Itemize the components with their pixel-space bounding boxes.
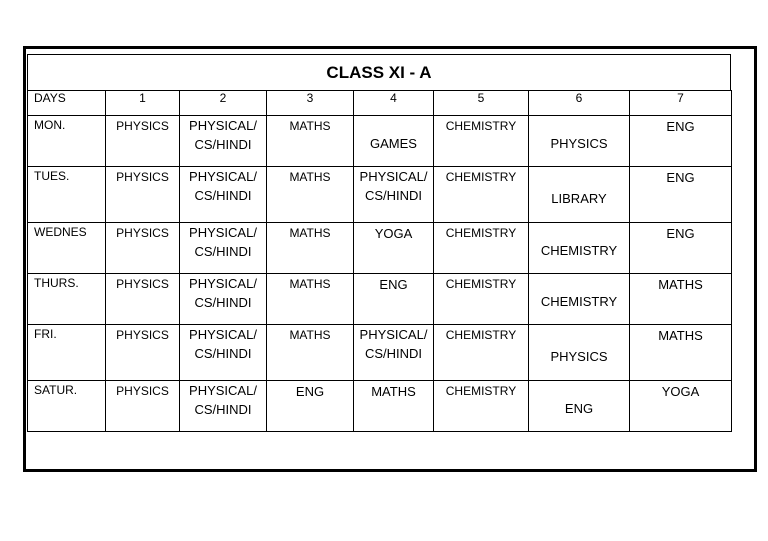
subject-text: PHYSICAL/ CS/HINDI (189, 276, 257, 310)
subject-cell (529, 167, 630, 223)
subject-cell (267, 274, 354, 325)
day-label (28, 381, 106, 432)
subject-cell (267, 116, 354, 167)
header-period-4: 4 (354, 91, 434, 116)
subject-text: PHYSICAL/ CS/HINDI (189, 169, 257, 203)
day-label-text: THURS. (34, 276, 79, 290)
subject-text: PHYSICAL/ CS/HINDI (189, 225, 257, 259)
subject-text: LIBRARY (551, 191, 607, 206)
subject-text: PHYSICAL/ CS/HINDI (189, 118, 257, 152)
timetable (27, 90, 732, 432)
subject-cell (529, 325, 630, 381)
subject-cell (354, 381, 434, 432)
subject-text: ENG (666, 119, 695, 134)
subject-text: MATHS (289, 226, 331, 240)
subject-text: MATHS (658, 328, 703, 343)
subject-cell (354, 116, 434, 167)
subject-cell (180, 116, 267, 167)
subject-cell (180, 167, 267, 223)
day-label-text: WEDNES (34, 225, 87, 239)
subject-text: ENG (295, 384, 325, 399)
subject-cell (106, 223, 180, 274)
subject-text: YOGA (661, 384, 700, 399)
subject-cell (267, 381, 354, 432)
subject-cell (354, 167, 434, 223)
subject-text: MATHS (371, 384, 416, 399)
subject-text: MATHS (289, 328, 331, 342)
subject-cell (630, 167, 732, 223)
subject-cell (529, 223, 630, 274)
subject-cell (434, 116, 529, 167)
subject-text: CHEMISTRY (445, 277, 517, 291)
subject-text: CHEMISTRY (540, 294, 618, 309)
subject-text: MATHS (289, 277, 331, 291)
day-label (28, 325, 106, 381)
day-label (28, 167, 106, 223)
header-period-2: 2 (180, 91, 267, 116)
table-row (28, 325, 732, 381)
subject-text: PHYSICAL/ CS/HINDI (359, 169, 428, 203)
subject-cell (354, 274, 434, 325)
subject-text: PHYSICS (116, 384, 169, 398)
subject-cell (630, 223, 732, 274)
day-label (28, 223, 106, 274)
subject-text: MATHS (658, 277, 703, 292)
subject-cell (180, 223, 267, 274)
subject-cell (630, 116, 732, 167)
subject-text: CHEMISTRY (445, 328, 517, 342)
subject-text: YOGA (374, 226, 413, 241)
subject-text: PHYSICAL/ CS/HINDI (359, 327, 428, 361)
header-period-5: 5 (434, 91, 529, 116)
table-row (28, 381, 732, 432)
subject-text: ENG (379, 277, 408, 292)
subject-text: PHYSICS (116, 170, 169, 184)
subject-text: PHYSICS (550, 349, 608, 364)
subject-text: ENG (666, 226, 695, 241)
subject-cell (434, 325, 529, 381)
day-label (28, 274, 106, 325)
subject-cell (267, 167, 354, 223)
table-row (28, 223, 732, 274)
table-row (28, 167, 732, 223)
subject-cell (106, 167, 180, 223)
subject-cell (434, 274, 529, 325)
subject-text: PHYSICAL/ CS/HINDI (189, 327, 257, 361)
day-label (28, 116, 106, 167)
subject-cell (180, 325, 267, 381)
subject-cell (180, 381, 267, 432)
subject-cell (354, 223, 434, 274)
subject-cell (267, 223, 354, 274)
subject-cell (630, 274, 732, 325)
header-period-6: 6 (529, 91, 630, 116)
header-row (28, 91, 732, 116)
subject-cell (434, 167, 529, 223)
header-period-1: 1 (106, 91, 180, 116)
subject-text: PHYSICS (116, 226, 169, 240)
subject-text: PHYSICS (550, 136, 608, 151)
subject-text: CHEMISTRY (540, 243, 618, 258)
subject-cell (529, 116, 630, 167)
timetable-title: CLASS XI - A (27, 54, 731, 91)
header-days: DAYS (28, 91, 106, 116)
day-label-text: SATUR. (34, 383, 78, 397)
table-row (28, 274, 732, 325)
day-label-text: FRI. (34, 327, 57, 341)
subject-cell (630, 325, 732, 381)
subject-cell (630, 381, 732, 432)
subject-cell (106, 274, 180, 325)
subject-cell (267, 325, 354, 381)
subject-text: ENG (666, 170, 695, 185)
subject-text: PHYSICS (116, 277, 169, 291)
subject-text: PHYSICS (116, 119, 169, 133)
header-period-7: 7 (630, 91, 732, 116)
subject-text: CHEMISTRY (445, 170, 517, 184)
subject-cell (529, 381, 630, 432)
subject-cell (434, 223, 529, 274)
subject-text: CHEMISTRY (445, 226, 517, 240)
subject-text: PHYSICS (116, 328, 169, 342)
subject-cell (529, 274, 630, 325)
table-row (28, 116, 732, 167)
subject-text: GAMES (370, 136, 417, 151)
day-label-text: TUES. (34, 169, 70, 183)
subject-cell (106, 381, 180, 432)
subject-text: CHEMISTRY (445, 384, 517, 398)
subject-cell (180, 274, 267, 325)
day-label-text: MON. (34, 118, 66, 132)
subject-cell (106, 116, 180, 167)
subject-cell (354, 325, 434, 381)
subject-text: ENG (564, 401, 594, 416)
subject-text: MATHS (289, 170, 331, 184)
subject-cell (434, 381, 529, 432)
subject-text: PHYSICAL/ CS/HINDI (189, 383, 257, 417)
subject-text: CHEMISTRY (445, 119, 517, 133)
subject-cell (106, 325, 180, 381)
subject-text: MATHS (289, 119, 331, 133)
header-period-3: 3 (267, 91, 354, 116)
